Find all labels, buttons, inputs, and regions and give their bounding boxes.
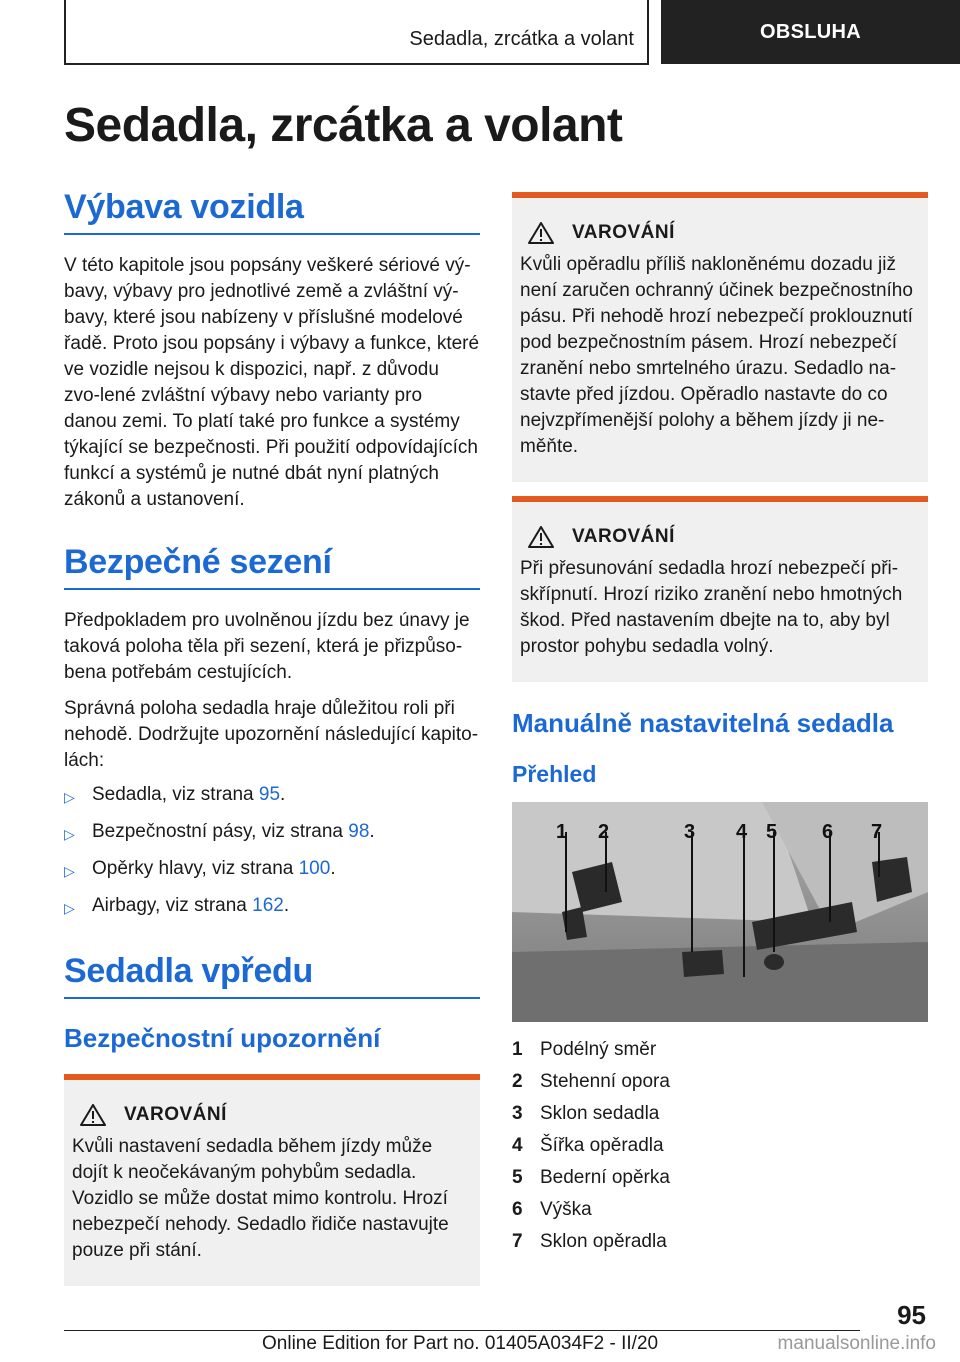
heading-vybava: Výbava vozidla xyxy=(64,188,480,235)
warning-title: VAROVÁNÍ xyxy=(572,526,675,547)
header-section-title: Sedadla, zrcátka a volant xyxy=(409,28,634,50)
legend-item: 7 Sklon opěradla xyxy=(512,1231,667,1252)
warning-title: VAROVÁNÍ xyxy=(572,222,675,243)
triangle-bullet-icon: ▷ xyxy=(64,900,75,916)
header-rule-mid xyxy=(647,0,649,64)
warning-text: Při přesunování sedadla hrozí nebezpečí při-skřípnutí. Hrozí riziko zranění nebo hmotných škod. Před nastavením dbejte na to, aby byl prostor pohybu sedadla volný. xyxy=(520,558,903,657)
warning-text: Kvůli nastavení sedadla během jízdy může dojít k neočekávaným pohybům sedadla. Vozidlo se může dostat mimo kontrolu. Hrozí nebezpečí nehody. Sedadlo řidiče nastavujte pouze při stání. xyxy=(72,1136,449,1261)
legend-item: 2 Stehenní opora xyxy=(512,1071,670,1092)
list-item: ▷ Airbagy, viz strana 162. xyxy=(64,893,480,921)
triangle-bullet-icon: ▷ xyxy=(64,789,75,805)
photo-label: 3 xyxy=(684,821,696,843)
warning-box-3 xyxy=(512,496,928,682)
header-chapter-tab[interactable]: OBSLUHA xyxy=(661,0,960,64)
reference-list xyxy=(64,782,480,921)
paragraph-vybava: V této kapitole jsou popsány veškeré sériové vý-bavy, výbavy pro jednotlivé země a zvláštní vý-bavy, které jsou nabízeny v příslušné modelové řadě. Proto jsou popsány i výbavy a funkce, které ve vozidle nejsou k dispozici, např. z důvodu zvo-lené zvláštní výbavy nebo varianty pro danou zemi. To platí také pro funkce a systémy týkající se bezpečnosti. Při použití odpovídajících funkcí a systémů je nutné dbát nyní platných zákonů a ustanovení. xyxy=(64,255,480,510)
seat-controls-photo xyxy=(512,802,928,1022)
footer-watermark: manualsonline.info xyxy=(777,1333,936,1354)
left-column xyxy=(64,188,480,1286)
heading-bezpecnostni-upozorneni: Bezpečnostní upozornění xyxy=(64,1023,381,1053)
photo-label: 6 xyxy=(822,821,834,843)
warning-box-1 xyxy=(64,1074,480,1286)
triangle-bullet-icon: ▷ xyxy=(64,863,75,879)
warning-box-2 xyxy=(512,192,928,482)
page-number: 95 xyxy=(897,1300,926,1330)
list-item: ▷ Opěrky hlavy, viz strana 100. xyxy=(64,856,480,884)
page-link[interactable]: 100 xyxy=(298,858,331,879)
paragraph-bezpecne-1: Předpokladem pro uvolněnou jízdu bez únavy je taková poloha těla při sezení, která je přizpůso-bena potřebám cestujících. xyxy=(64,610,470,683)
photo-label: 7 xyxy=(871,821,883,843)
right-column xyxy=(512,192,928,1258)
page-link[interactable]: 98 xyxy=(348,821,370,842)
footer-edition: Online Edition for Part no. 01405A034F2 - II/20 xyxy=(262,1333,659,1354)
photo-label: 2 xyxy=(598,821,610,843)
photo-label: 4 xyxy=(736,821,748,843)
warning-text: Kvůli opěradlu příliš nakloněnému dozadu již není zaručen ochranný účinek bezpečnostního pásu. Při nehodě hrozí nebezpečí proklouznutí pod bezpečnostním pásem. Hrozí nebezpečí zranění nebo smrtelného úrazu. Sedadlo na-stavte před jízdou. Opěradlo nastavte do co nejvzpřímenější polohy a během jízdy ji ne-měňte. xyxy=(520,254,913,457)
page-title: Sedadla, zrcátka a volant xyxy=(64,99,623,152)
page-link[interactable]: 162 xyxy=(252,895,284,916)
list-item: ▷ Bezpečnostní pásy, viz strana 98. xyxy=(64,819,480,847)
legend-item: 1 Podélný směr xyxy=(512,1039,657,1060)
legend-item: 3 Sklon sedadla xyxy=(512,1103,660,1124)
header-rule-left xyxy=(64,0,66,64)
heading-manualne-sedadla: Manuálně nastavitelná sedadla xyxy=(512,708,894,738)
paragraph-bezpecne-2: Správná poloha sedadla hraje důležitou roli při nehodě. Dodržujte upozornění následující kapito-lách: xyxy=(64,698,479,771)
photo-label: 5 xyxy=(766,821,778,843)
list-item: ▷ Sedadla, viz strana 95. xyxy=(64,782,480,810)
footer-rule xyxy=(64,1330,860,1331)
heading-prehled: Přehled xyxy=(512,761,597,787)
legend-item: 5 Bederní opěrka xyxy=(512,1167,670,1188)
header-rule-bottom xyxy=(64,63,649,65)
legend-item: 4 Šířka opěradla xyxy=(512,1135,664,1156)
page-link[interactable]: 95 xyxy=(258,784,281,805)
warning-title: VAROVÁNÍ xyxy=(124,1104,227,1125)
warning-triangle-icon xyxy=(80,1104,106,1126)
triangle-bullet-icon: ▷ xyxy=(64,826,75,842)
photo-label: 1 xyxy=(556,821,568,843)
legend-item: 6 Výška xyxy=(512,1199,592,1220)
warning-triangle-icon xyxy=(528,222,554,244)
heading-sedadla-vpredu: Sedadla vpředu xyxy=(64,952,480,999)
warning-triangle-icon xyxy=(528,526,554,548)
heading-bezpecne-sezeni: Bezpečné sezení xyxy=(64,543,480,590)
seat-illustration xyxy=(512,802,928,1022)
photo-legend xyxy=(512,1034,928,1258)
